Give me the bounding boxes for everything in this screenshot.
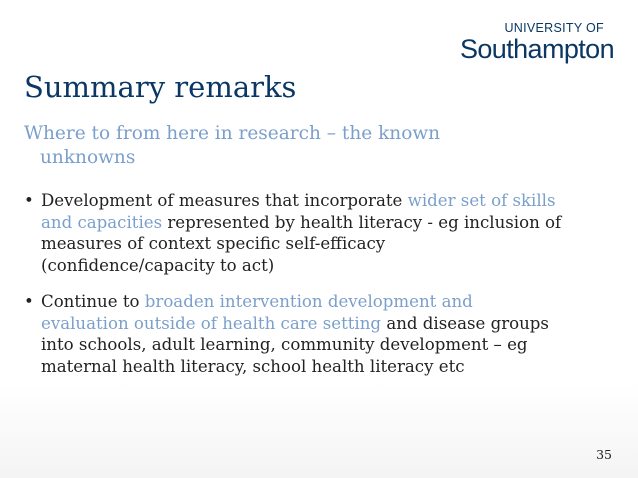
- bullet-marker: •: [24, 191, 34, 210]
- bullet-text: and disease groups into schools, adult learning, community development – eg maternal health literacy, school health literacy etc: [41, 313, 549, 376]
- logo-southampton: Southampton: [459, 34, 614, 64]
- bullet-item: [24, 291, 564, 377]
- bullet-text: represented by health literacy - eg inclusion of measures of context specific self-efficacy (confidence/capacity to act): [41, 212, 562, 275]
- slide-subtitle: [24, 122, 494, 170]
- bullet-text: Development of measures that incorporate: [41, 191, 408, 210]
- bullet-highlight: wider set of skills and capacities: [41, 191, 556, 232]
- bullet-text: Continue to: [41, 292, 145, 311]
- university-logo: [454, 22, 614, 63]
- bullet-highlight: broaden intervention development and evaluation outside of health care setting: [41, 292, 473, 333]
- subtitle-line-1: Where to from here in research – the known: [24, 123, 441, 144]
- slide-title: Summary remarks: [24, 70, 297, 104]
- page-number: 35: [596, 447, 612, 462]
- subtitle-line-2: unknowns: [40, 147, 136, 168]
- logo-university-of: UNIVERSITY OF: [504, 21, 604, 35]
- bullet-item: [24, 190, 564, 276]
- bullet-list: [24, 190, 564, 392]
- bullet-marker: •: [24, 292, 34, 311]
